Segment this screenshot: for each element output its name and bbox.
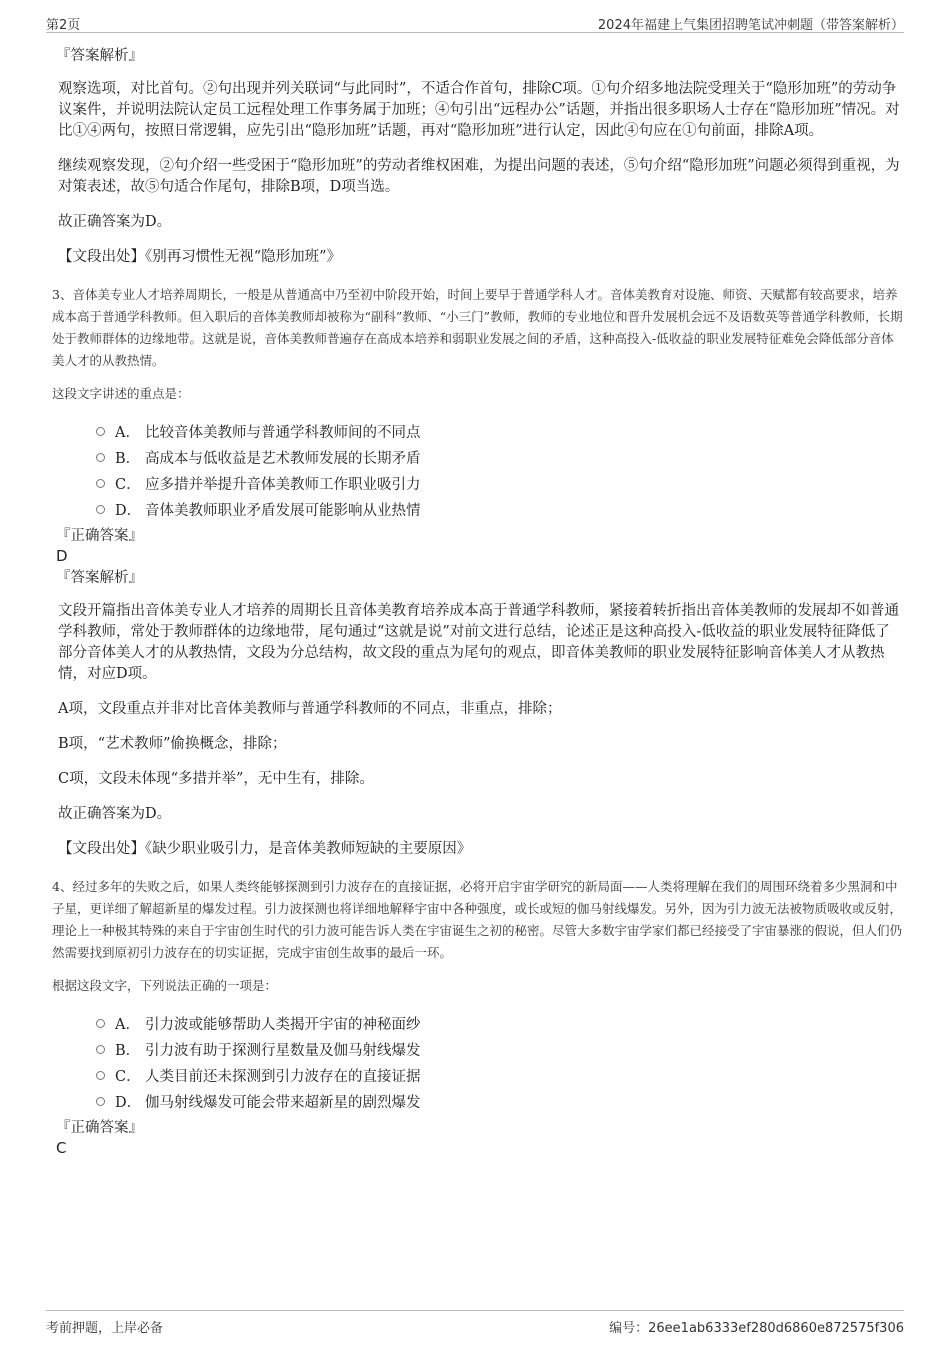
radio-icon[interactable] [96, 1071, 105, 1080]
radio-icon[interactable] [96, 1019, 105, 1028]
option-d[interactable] [96, 496, 904, 522]
question-prompt: 这段文字讲述的重点是： [52, 386, 190, 401]
option-b[interactable] [96, 444, 904, 470]
analysis-paragraph: 观察选项，对比首句。②句出现并列关联词“与此同时”，不适合作首句，排除C项。①句介绍多地法院受理关于“隐形加班”的劳动争议案件，并说明法院认定员工远程处理工作事务属于加班；④句引出“远程办公”话题，并指出很多职场人士存在“隐形加班”情况。对比①④两句，按照日常逻辑，应先引出“隐形加班”话题，再对“隐形加班”进行认定，因此④句应在①句前面，排除A项。 [58, 81, 900, 139]
option-letter: D． [115, 1094, 142, 1111]
passage-source: 【文段出处】《缺少职业吸引力，是音体美教师短缺的主要原因》 [58, 841, 472, 857]
radio-icon[interactable] [96, 1097, 105, 1106]
analysis-paragraph: 继续观察发现，②句介绍一些受困于“隐形加班”的劳动者维权困难，为提出问题的表述，⑤句介绍“隐形加班”问题必须得到重视，为对策表述，故⑤句适合作尾句，排除B项，D项当选。 [58, 158, 900, 195]
option-text: 人类目前还未探测到引力波存在的直接证据 [145, 1068, 421, 1085]
correct-answer-label: 『正确答案』 [56, 1120, 143, 1136]
option-letter: D． [115, 502, 142, 519]
analysis-paragraph: 文段开篇指出音体美专业人才培养的周期长且音体美教育培养成本高于普通学科教师，紧接着转折指出音体美教师的发展却不如普通学科教师，常处于教师群体的边缘地带，尾句通过“这就是说”对前文进行总结，论述正是这种高投入-低收益的职业发展特征降低了部分音体美人才的从教热情，文段为分总结构，故文段的重点为尾句的观点，即音体美教师的职业发展特征影响音体美人才从教热情，对应D项。 [58, 603, 899, 682]
option-text: 引力波或能够帮助人类揭开宇宙的神秘面纱 [145, 1016, 421, 1033]
radio-icon[interactable] [96, 453, 105, 462]
analysis-paragraph: 故正确答案为D。 [58, 214, 172, 230]
analysis-paragraph: 故正确答案为D。 [58, 806, 172, 822]
option-list [96, 1010, 904, 1114]
option-c[interactable] [96, 1062, 904, 1088]
page-footer [46, 1310, 904, 1337]
analysis-label: 『答案解析』 [56, 570, 143, 586]
document-code: 编号：26ee1ab6333ef280d6860e872575f306 [609, 1321, 904, 1336]
question-stem: 4、经过多年的失败之后，如果人类终能够探测到引力波存在的直接证据，必将开启宇宙学研究的新局面——人类将理解在我们的周围环绕着多少黑洞和中子星，更详细了解超新星的爆发过程。引力波探测也将详细地解释宇宙中各种强度，或长或短的伽马射线爆发。另外，因为引力波无法被物质吸收或反射，理论上一种极其特殊的来自于宇宙创生时代的引力波可能告诉人类在宇宙诞生之初的秘密。尽管大多数宇宙学家们都已经接受了宇宙暴涨的假说，但人们仍然需要找到原初引力波存在的切实证据，完成宇宙创生故事的最后一环。 [52, 879, 903, 960]
option-text: 应多措并举提升音体美教师工作职业吸引力 [145, 476, 421, 493]
option-text: 高成本与低收益是艺术教师发展的长期矛盾 [145, 450, 421, 467]
document-body [52, 40, 904, 1160]
footer-slogan: 考前押题，上岸必备 [46, 1321, 164, 1336]
option-text: 音体美教师职业矛盾发展可能影响从业热情 [145, 502, 421, 519]
option-b[interactable] [96, 1036, 904, 1062]
analysis-paragraph: C项，文段未体现“多措并举”，无中生有，排除。 [58, 771, 374, 787]
option-letter: C． [115, 1068, 141, 1085]
option-text: 伽马射线爆发可能会带来超新星的剧烈爆发 [145, 1094, 421, 1111]
option-d[interactable] [96, 1088, 904, 1114]
option-text: 引力波有助于探测行星数量及伽马射线爆发 [145, 1042, 421, 1059]
analysis-label: 『答案解析』 [56, 48, 143, 64]
question-stem: 3、音体美专业人才培养周期长，一般是从普通高中乃至初中阶段开始，时间上要早于普通学科人才。音体美教育对设施、师资、天赋都有较高要求，培养成本高于普通学科教师。但入职后的音体美教师却被称为“副科”教师、“小三门”教师，教师的专业地位和晋升发展机会远不及语数英等普通学科教师，长期处于教师群体的边缘地带。这就是说，音体美教师普遍存在高成本培养和弱职业发展之间的矛盾，这种高投入-低收益的职业发展特征难免会降低部分音体美人才的从教热情。 [52, 287, 903, 368]
correct-answer: D [56, 547, 68, 565]
option-text: 比较音体美教师与普通学科教师间的不同点 [145, 424, 421, 441]
option-letter: B． [115, 1042, 141, 1059]
radio-icon[interactable] [96, 479, 105, 488]
passage-source: 【文段出处】《别再习惯性无视“隐形加班”》 [58, 249, 342, 265]
analysis-paragraph: A项，文段重点并非对比音体美教师与普通学科教师的不同点，非重点，排除； [58, 701, 562, 717]
page-header [46, 10, 904, 33]
option-a[interactable] [96, 418, 904, 444]
option-letter: A． [115, 424, 140, 441]
question-prompt: 根据这段文字，下列说法正确的一项是： [52, 978, 278, 993]
option-a[interactable] [96, 1010, 904, 1036]
radio-icon[interactable] [96, 505, 105, 514]
analysis-paragraph: B项，“艺术教师”偷换概念，排除； [58, 736, 287, 752]
correct-answer: C [56, 1139, 67, 1157]
option-letter: A． [115, 1016, 140, 1033]
option-letter: C． [115, 476, 141, 493]
option-c[interactable] [96, 470, 904, 496]
document-title: 2024年福建上气集团招聘笔试冲刺题（带答案解析） [597, 18, 904, 33]
option-list [96, 418, 904, 522]
radio-icon[interactable] [96, 1045, 105, 1054]
radio-icon[interactable] [96, 427, 105, 436]
option-letter: B． [115, 450, 141, 467]
page-number: 第2页 [46, 18, 81, 33]
correct-answer-label: 『正确答案』 [56, 528, 143, 544]
